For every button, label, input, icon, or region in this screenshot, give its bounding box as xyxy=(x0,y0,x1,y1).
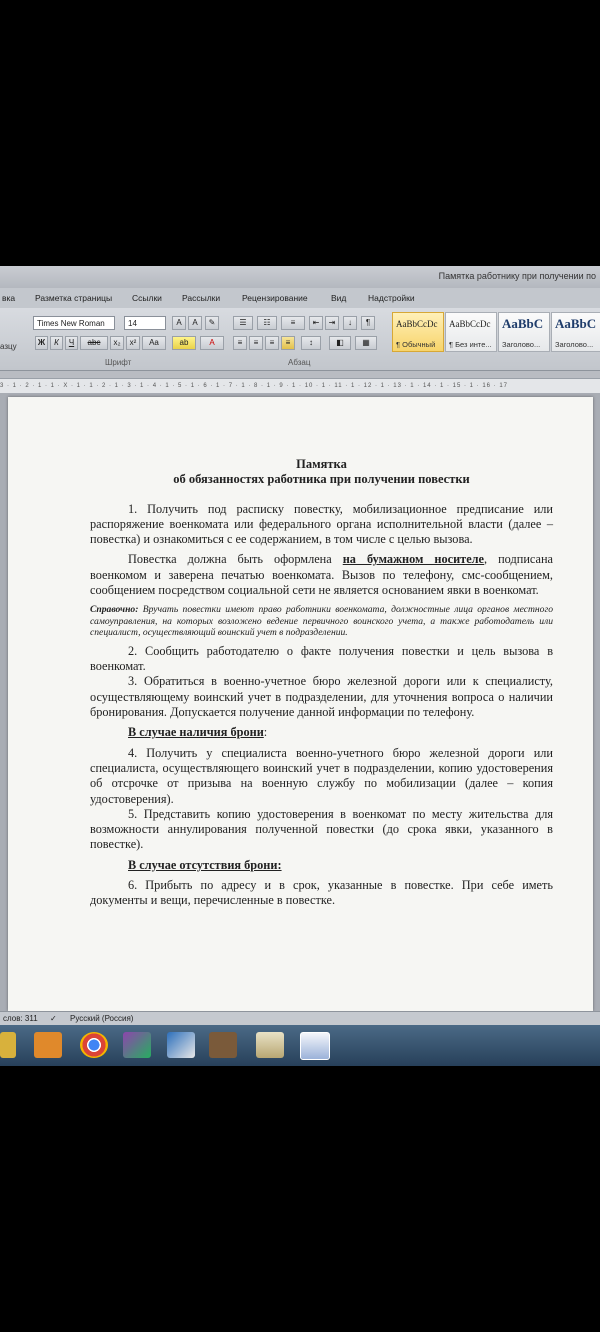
line-spacing-icon[interactable]: ↕ xyxy=(301,336,321,350)
justify-icon[interactable]: ≡ xyxy=(281,336,295,350)
paragraph-group-label: Абзац xyxy=(288,358,311,367)
thunderbird-icon[interactable] xyxy=(167,1032,195,1058)
tab-mailings[interactable]: Рассылки xyxy=(182,293,221,303)
sort-icon[interactable]: ↓ xyxy=(343,316,357,330)
subheading-reservation-text: В случае наличия брони xyxy=(128,725,264,740)
paragraph-1: 1. Получить под расписку повестку, мобилизационное предписание или распоряжение военкомата или федерального органа исполнительной власти (далее – повестка) и ознакомиться с ее содержанием, в том числе с целью вызова. xyxy=(90,501,553,547)
title-bar xyxy=(0,266,600,288)
multilevel-list-icon[interactable]: ≡ xyxy=(281,316,305,330)
clear-format-icon[interactable]: ✎ xyxy=(205,316,219,330)
spellcheck-icon[interactable]: ✓ xyxy=(50,1014,57,1023)
shrink-font-icon[interactable]: A xyxy=(188,316,202,330)
tab-review[interactable]: Рецензирование xyxy=(242,293,308,303)
tab-addins[interactable]: Надстройки xyxy=(368,293,415,303)
reference-note-label: Справочно: xyxy=(90,604,139,616)
strikethrough-icon[interactable]: abc xyxy=(80,336,108,350)
grow-font-icon[interactable]: A xyxy=(172,316,186,330)
chrome-icon[interactable] xyxy=(80,1032,108,1058)
show-marks-icon[interactable]: ¶ xyxy=(361,316,375,330)
align-left-icon[interactable]: ≡ xyxy=(233,336,247,350)
style-normal[interactable] xyxy=(392,312,444,352)
document-area xyxy=(0,393,600,1011)
clipboard-group-label: азцу xyxy=(0,342,17,351)
change-case-icon[interactable]: Aa xyxy=(142,336,166,350)
paragraph-4: 3. Обратиться в военно-учетное бюро железной дороги или к специалисту, осуществляющему воинский учет в подразделении, для уточнения вопроса о наличии бронирования. Допускается получение данной информации по телефону. xyxy=(90,674,553,720)
installer-icon[interactable] xyxy=(256,1032,284,1058)
word-count[interactable]: слов: 311 xyxy=(3,1014,38,1023)
word-icon[interactable] xyxy=(300,1032,330,1060)
reference-note-text: Вручать повестки имеют право работники военкомата, должностные лица органов местного самоуправления, на которых возложено ведение первичного воинского учета, а также работодатель или специалист, осуществляющий воинский учет в подразделении. xyxy=(90,604,553,639)
tab-page-layout[interactable]: Разметка страницы xyxy=(35,293,113,303)
paragraph-3: 2. Сообщить работодателю о факте получения повестки и цель вызова в военкомат. xyxy=(90,643,553,674)
decrease-indent-icon[interactable]: ⇤ xyxy=(309,316,323,330)
paragraph-2 xyxy=(90,552,553,598)
numbering-icon[interactable]: ☷ xyxy=(257,316,277,330)
subheading-reservation-colon: : xyxy=(263,725,268,740)
doc-subtitle: об обязанностях работника при получении повестки xyxy=(173,472,470,487)
highlight-icon[interactable]: ab xyxy=(172,336,196,350)
horizontal-ruler[interactable]: 3 · 1 · 2 · 1 · 1 · X · 1 · 1 · 2 · 1 · 3 · 1 · 4 · 1 · 5 · 1 · 6 · 1 · 7 · 1 · 8 · 1 · 9 · 1 · 10 · 1 · 11 · 1 · 12 · 1 · 13 · 1 · 14 · 1 · 15 · 1 · 16 · 17 xyxy=(0,378,600,394)
subheading-no-reservation xyxy=(90,858,553,873)
style-no-spacing-name: ¶ Без инте... xyxy=(449,340,492,349)
style-heading-1-sample: AaBbC xyxy=(502,316,544,331)
ribbon-tabs xyxy=(0,288,600,309)
subheading-reservation xyxy=(90,725,553,740)
media-player-icon[interactable] xyxy=(34,1032,62,1058)
language-indicator[interactable]: Русский (Россия) xyxy=(70,1014,134,1023)
align-center-icon[interactable]: ≡ xyxy=(249,336,263,350)
font-name-select[interactable]: Times New Roman xyxy=(33,316,115,330)
document-page[interactable] xyxy=(8,397,593,1011)
styles-gallery xyxy=(392,312,600,352)
document-body xyxy=(90,457,553,909)
borders-icon[interactable]: ▦ xyxy=(355,336,377,350)
folder-icon[interactable] xyxy=(0,1032,16,1058)
reference-note xyxy=(90,604,553,639)
paragraph-6: 5. Представить копию удостоверения в военкомат по месту жительства для возможности аннулирования полученной повестки (до срока явки, указанного в повестке). xyxy=(90,806,553,852)
font-color-icon[interactable]: A xyxy=(200,336,224,350)
paragraph-5: 4. Получить у специалиста военно-учетного бюро железной дороги или специалиста, осуществляющего воинский учет в подразделении, копию удостоверения об отсрочке от призыва на военную службу по мобилизации (далее – копия удостоверения). xyxy=(90,745,553,806)
subheading-no-reservation-text: В случае отсутствия брони: xyxy=(128,857,282,872)
bullets-icon[interactable]: ☰ xyxy=(233,316,253,330)
paragraph-2-underlined: на бумажном носителе xyxy=(342,552,485,567)
paragraph-2-end: , подписана военкомом и заверена печатью военкомата. Вызов по телефону, смс-сообщением, сообщением посредством социальной сети не является основанием явки в военкомат. xyxy=(90,552,553,598)
paint-icon[interactable] xyxy=(123,1032,151,1058)
screen xyxy=(0,266,600,1066)
paragraph-2-start: Повестка должна быть оформлена xyxy=(128,552,343,567)
tab-view[interactable]: Вид xyxy=(331,293,347,303)
ribbon xyxy=(0,308,600,371)
style-normal-name: ¶ Обычный xyxy=(396,340,436,349)
font-group-label: Шрифт xyxy=(105,358,132,367)
shading-icon[interactable]: ◧ xyxy=(329,336,351,350)
style-normal-sample: AaBbCcDc xyxy=(396,319,438,329)
style-heading-2[interactable] xyxy=(551,312,600,352)
increase-indent-icon[interactable]: ⇥ xyxy=(325,316,339,330)
underline-icon[interactable]: Ч xyxy=(65,336,78,350)
paragraph-7: 6. Прибыть по адресу и в срок, указанные в повестке. При себе иметь документы и вещи, перечисленные в повестке. xyxy=(90,878,553,908)
taskbar xyxy=(0,1025,600,1066)
style-heading-2-name: Заголово... xyxy=(555,340,594,349)
font-size-select[interactable]: 14 xyxy=(124,316,166,330)
window-title: Памятка работнику при получении по xyxy=(438,271,596,281)
tab-insert[interactable]: вка xyxy=(2,293,16,303)
status-bar xyxy=(0,1011,600,1026)
align-right-icon[interactable]: ≡ xyxy=(265,336,279,350)
style-heading-1[interactable] xyxy=(498,312,550,352)
style-no-spacing[interactable] xyxy=(445,312,497,352)
bold-icon[interactable]: Ж xyxy=(35,336,48,350)
style-no-spacing-sample: AaBbCcDc xyxy=(449,319,491,329)
style-heading-2-sample: AaBbC xyxy=(555,316,597,331)
subscript-icon[interactable]: x₂ xyxy=(110,336,124,350)
italic-icon[interactable]: К xyxy=(50,336,63,350)
tab-references[interactable]: Ссылки xyxy=(132,293,162,303)
superscript-icon[interactable]: x² xyxy=(126,336,140,350)
doc-title: Памятка xyxy=(296,457,347,471)
style-heading-1-name: Заголово... xyxy=(502,340,541,349)
archive-icon[interactable] xyxy=(209,1032,237,1058)
